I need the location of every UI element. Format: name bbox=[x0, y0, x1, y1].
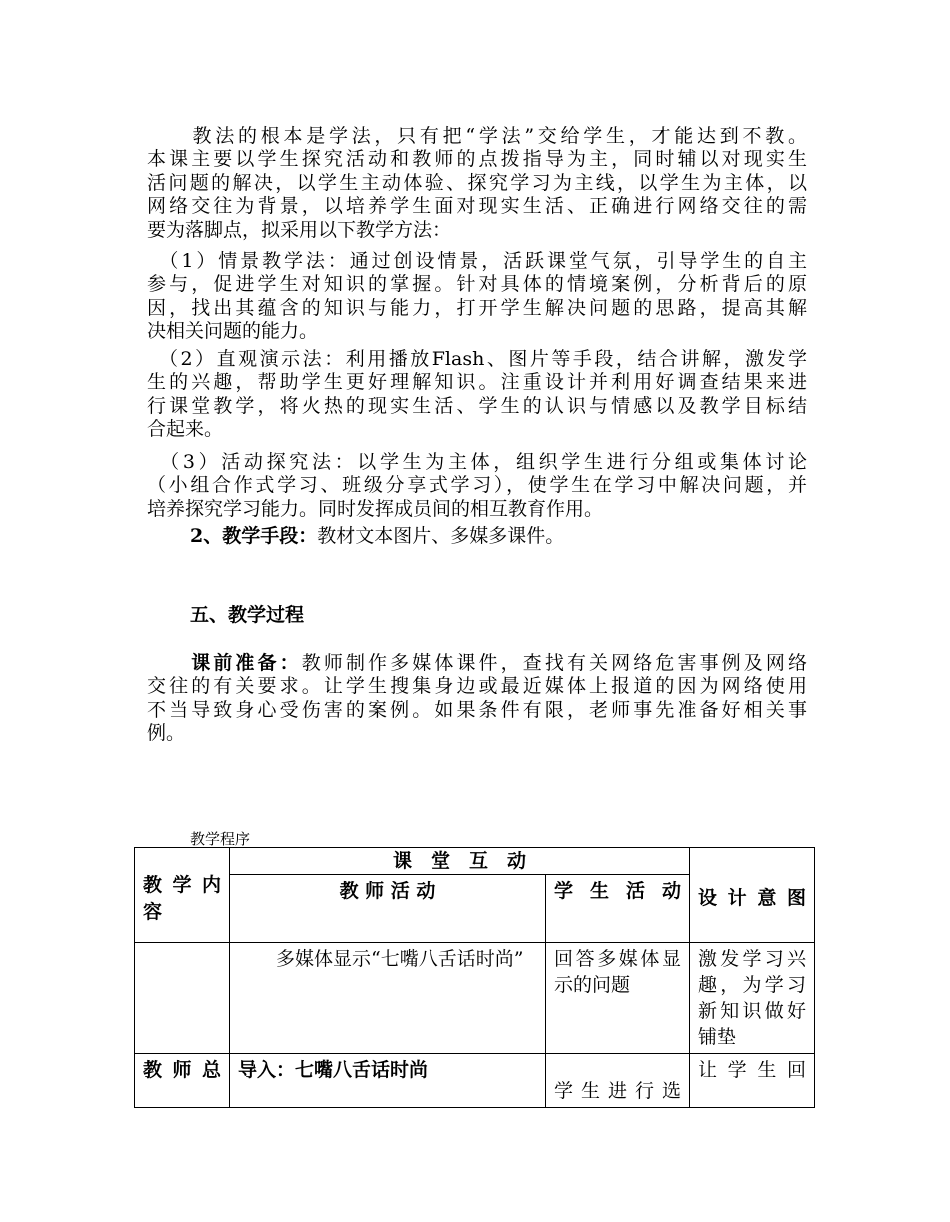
text-line bbox=[147, 652, 807, 675]
header-design-cell: 设 计 意 图 bbox=[690, 848, 815, 943]
header-interaction-cell: 课 堂 互 动 bbox=[230, 848, 690, 875]
text-line: 因，找出其蕴含的知识与能力，打开学生解决问题的思路，提高其解 bbox=[147, 296, 807, 319]
text-line: 决相关问题的能力。 bbox=[147, 320, 319, 343]
text-line: （小组合作式学习、班级分享式学习），使学生在学习中解决问题，并 bbox=[147, 474, 807, 497]
prep-label: 课前准备： bbox=[191, 652, 302, 674]
teaching-method-intro bbox=[147, 125, 807, 242]
text-line: 活问题的解决，以学生主动体验、探究学习为主线，以学生为主体，以 bbox=[147, 171, 807, 194]
student-activity-cell: 学生进行选 bbox=[546, 1054, 690, 1108]
text-line: （1）情景教学法：通过创设情景，活跃课堂气氛，引导学生的自主 bbox=[147, 250, 807, 272]
header-content-cell: 教 学 内 容 bbox=[135, 848, 230, 943]
teacher-activity-cell: 多媒体显示“七嘴八舌话时尚” bbox=[230, 943, 546, 1054]
teaching-means-text: 教材文本图片、多媒多课件。 bbox=[317, 525, 565, 547]
text-line: 不当导致身心受伤害的案例。如果条件有限，老师事先准备好相关事 bbox=[147, 698, 807, 721]
design-intent-cell: 让 学 生 回 bbox=[690, 1054, 815, 1108]
text-line: 合起来。 bbox=[147, 418, 224, 441]
student-activity-cell: 回答多媒体显示的问题 bbox=[546, 943, 690, 1054]
text-line: 本课主要以学生探究活动和教师的点拨指导为主，同时辅以对现实生 bbox=[147, 148, 807, 171]
prep-text: 教师制作多媒体课件，查找有关网络危害事例及网络 bbox=[301, 652, 807, 674]
text-line: 例。 bbox=[147, 722, 186, 745]
text-line: 行课堂教学，将火热的现实生活、学生的认识与情感以及教学目标结 bbox=[147, 394, 807, 417]
method-3-paragraph bbox=[147, 451, 807, 521]
teaching-means-line bbox=[190, 525, 790, 548]
table-row bbox=[135, 1054, 815, 1108]
text-line: 教法的根本是学法，只有把“学法”交给学生，才能达到不教。 bbox=[147, 125, 807, 147]
header-teacher-cell: 教 师 活 动 bbox=[230, 875, 546, 943]
content-cell bbox=[135, 943, 230, 1054]
text-line: 要为落脚点，拟采用以下教学方法： bbox=[147, 218, 452, 241]
table-row bbox=[135, 943, 815, 1054]
table-header-row bbox=[135, 848, 815, 875]
design-intent-cell: 激发学习兴趣，为学习新知识做好铺垫 bbox=[690, 943, 815, 1054]
table-caption: 教学程序 bbox=[190, 830, 251, 848]
header-student-cell: 学 生 活 动 bbox=[546, 875, 690, 943]
prep-paragraph bbox=[147, 652, 807, 746]
content-cell: 教 师 总 bbox=[135, 1054, 230, 1108]
text-line: 网络交往为背景，以培养学生面对现实生活、正确进行网络交往的需 bbox=[147, 195, 807, 218]
text-line: 培养探究学习能力。同时发挥成员间的相互教育作用。 bbox=[147, 497, 604, 520]
teacher-activity-cell: 导入：七嘴八舌话时尚 bbox=[230, 1054, 546, 1108]
section-heading: 五、教学过程 bbox=[190, 604, 305, 626]
method-1-paragraph bbox=[147, 250, 807, 344]
method-2-paragraph bbox=[147, 348, 807, 442]
text-line: 交往的有关要求。让学生搜集身边或最近媒体上报道的因为网络使用 bbox=[147, 675, 807, 698]
teaching-procedure-table bbox=[134, 847, 815, 1108]
text-line: （2）直观演示法：利用播放Flash、图片等手段，结合讲解，激发学 bbox=[147, 348, 807, 370]
teaching-means-label: 2、教学手段： bbox=[190, 525, 318, 547]
text-line: 生的兴趣，帮助学生更好理解知识。注重设计并利用好调查结果来进 bbox=[147, 371, 807, 394]
text-line: （3）活动探究法：以学生为主体，组织学生进行分组或集体讨论 bbox=[147, 451, 807, 473]
text-line: 参与，促进学生对知识的掌握。针对具体的情境案例，分析背后的原 bbox=[147, 273, 807, 296]
